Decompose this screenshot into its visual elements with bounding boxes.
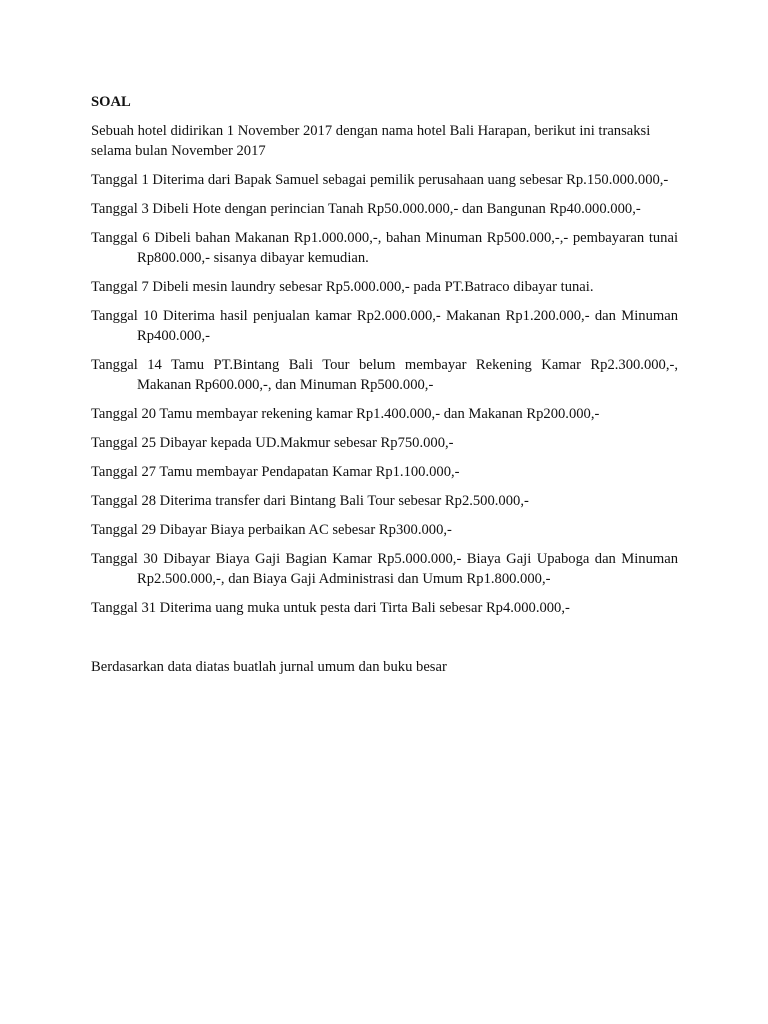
transaction-item: Tanggal 3 Dibeli Hote dengan perincian Tanah Rp50.000.000,- dan Bangunan Rp40.000.000,- xyxy=(91,201,641,217)
transaction-item: Tanggal 29 Dibayar Biaya perbaikan AC sebesar Rp300.000,- xyxy=(91,522,452,538)
transaction-item: Tanggal 25 Dibayar kepada UD.Makmur sebesar Rp750.000,- xyxy=(91,435,454,451)
closing-instruction: Berdasarkan data diatas buatlah jurnal umum dan buku besar xyxy=(91,659,447,675)
transaction-item: Tanggal 6 Dibeli bahan Makanan Rp1.000.000,-, bahan Minuman Rp500.000,-,- pembayaran tunai Rp800.000,- sisanya dibayar kemudian. xyxy=(91,230,678,266)
transaction-item: Tanggal 14 Tamu PT.Bintang Bali Tour belum membayar Rekening Kamar Rp2.300.000,-, Makanan Rp600.000,-, dan Minuman Rp500.000,- xyxy=(91,357,678,393)
transaction-item: Tanggal 28 Diterima transfer dari Bintang Bali Tour sebesar Rp2.500.000,- xyxy=(91,493,529,509)
transaction-item: Tanggal 31 Diterima uang muka untuk pesta dari Tirta Bali sebesar Rp4.000.000,- xyxy=(91,600,570,616)
document-title: SOAL xyxy=(91,94,131,110)
transaction-item: Tanggal 7 Dibeli mesin laundry sebesar Rp5.000.000,- pada PT.Batraco dibayar tunai. xyxy=(91,279,594,295)
transaction-item: Tanggal 20 Tamu membayar rekening kamar Rp1.400.000,- dan Makanan Rp200.000,- xyxy=(91,406,600,422)
intro-paragraph: Sebuah hotel didirikan 1 November 2017 dengan nama hotel Bali Harapan, berikut ini transaksi selama bulan November 2017 xyxy=(91,123,651,159)
transaction-item: Tanggal 27 Tamu membayar Pendapatan Kamar Rp1.100.000,- xyxy=(91,464,460,480)
transaction-item: Tanggal 1 Diterima dari Bapak Samuel sebagai pemilik perusahaan uang sebesar Rp.150.000.000,- xyxy=(91,172,669,188)
transaction-item: Tanggal 30 Dibayar Biaya Gaji Bagian Kamar Rp5.000.000,- Biaya Gaji Upaboga dan Minuman Rp2.500.000,-, dan Biaya Gaji Administrasi dan Umum Rp1.800.000,- xyxy=(91,551,678,587)
document-body xyxy=(91,92,678,677)
transaction-item: Tanggal 10 Diterima hasil penjualan kamar Rp2.000.000,- Makanan Rp1.200.000,- dan Minuman Rp400.000,- xyxy=(91,308,678,344)
